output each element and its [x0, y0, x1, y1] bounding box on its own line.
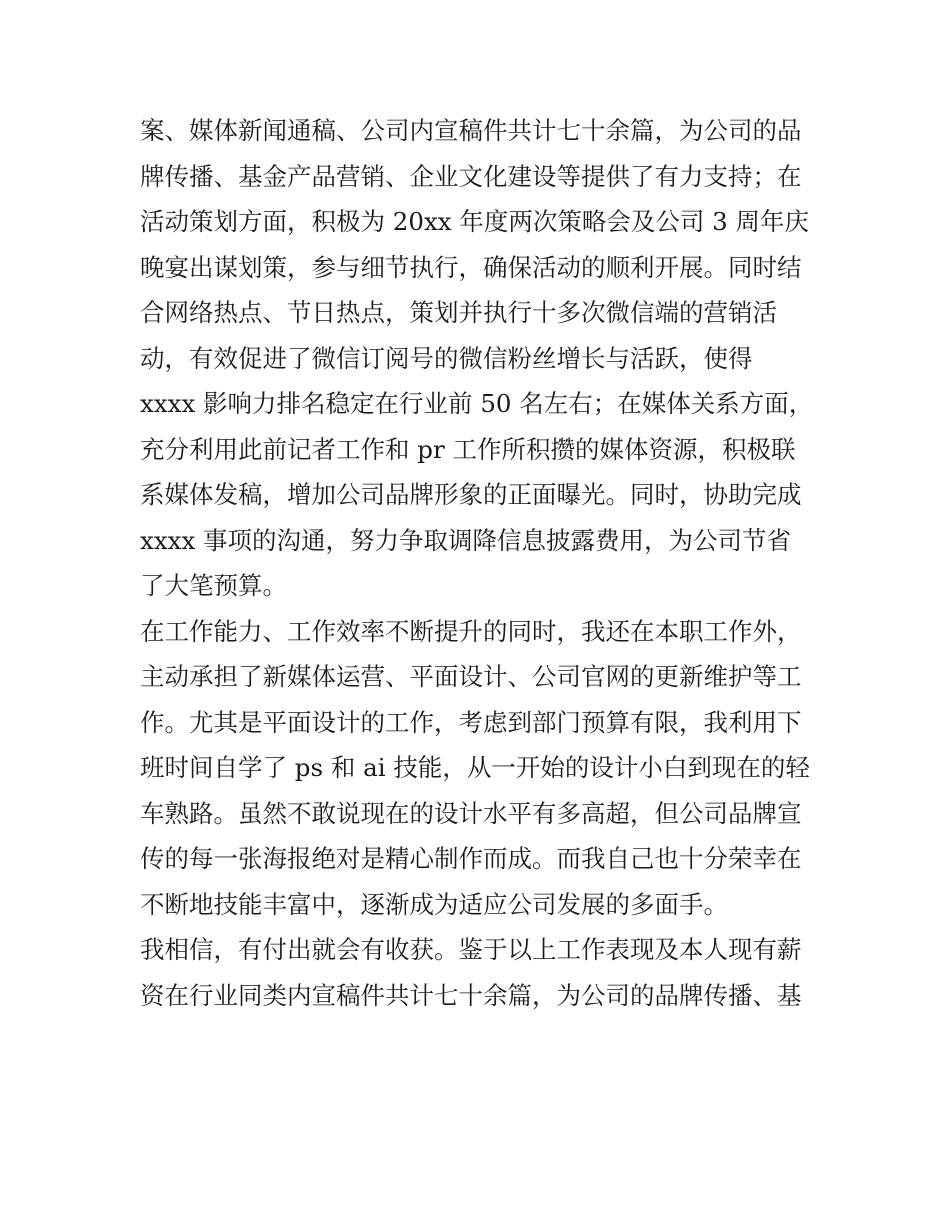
text-line: 合网络热点、节日热点，策划并执行十多次微信端的营销活: [140, 298, 777, 327]
text-line: 车熟路。虽然不敢说现在的设计水平有多高超，但公司品牌宣: [140, 798, 802, 828]
text-line: 不断地技能丰富中，逐渐成为适应公司发展的多面手。: [140, 889, 728, 919]
text-line: 我相信，有付出就会有收获。鉴于以上工作表现及本人现有薪: [140, 935, 802, 964]
text-line: 系媒体发稿，增加公司品牌形象的正面曝光。同时，协助完成: [140, 480, 802, 509]
text-line: 案、媒体新闻通稿、公司内宣稿件共计七十余篇，为公司的品: [140, 116, 802, 145]
text-line: 在工作能力、工作效率不断提升的同时，我还在本职工作外，: [140, 616, 802, 646]
text-line: 动，有效促进了微信订阅号的微信粉丝增长与活跃，使得: [140, 343, 753, 373]
text-line: 主动承担了新媒体运营、平面设计、公司官网的更新维护等工: [140, 662, 802, 691]
text-line: xxxx 影响力排名稳定在行业前 50 名左右；在媒体关系方面，: [140, 389, 814, 418]
text-line: 班时间自学了 ps 和 ai 技能，从一开始的设计小白到现在的轻: [140, 753, 810, 782]
text-line: 作。尤其是平面设计的工作，考虑到部门预算有限，我利用下: [140, 707, 802, 737]
text-line: 晚宴出谋划策，参与细节执行，确保活动的顺利开展。同时结: [140, 252, 802, 282]
text-line: 牌传播、基金产品营销、企业文化建设等提供了有力支持；在: [140, 161, 802, 191]
text-line: 传的每一张海报绝对是精心制作而成。而我自己也十分荣幸在: [140, 844, 802, 873]
text-line: 资在行业同类内宣稿件共计七十余篇，为公司的品牌传播、基: [140, 980, 802, 1010]
text-line: 了大笔预算。: [140, 571, 287, 600]
text-line: 活动策划方面，积极为 20xx 年度两次策略会及公司 3 周年庆: [140, 207, 810, 236]
text-line: xxxx 事项的沟通，努力争取调降信息披露费用，为公司节省: [140, 525, 792, 555]
body-text: [140, 108, 830, 1018]
text-line: 充分利用此前记者工作和 pr 工作所积攒的媒体资源，积极联: [140, 434, 796, 464]
